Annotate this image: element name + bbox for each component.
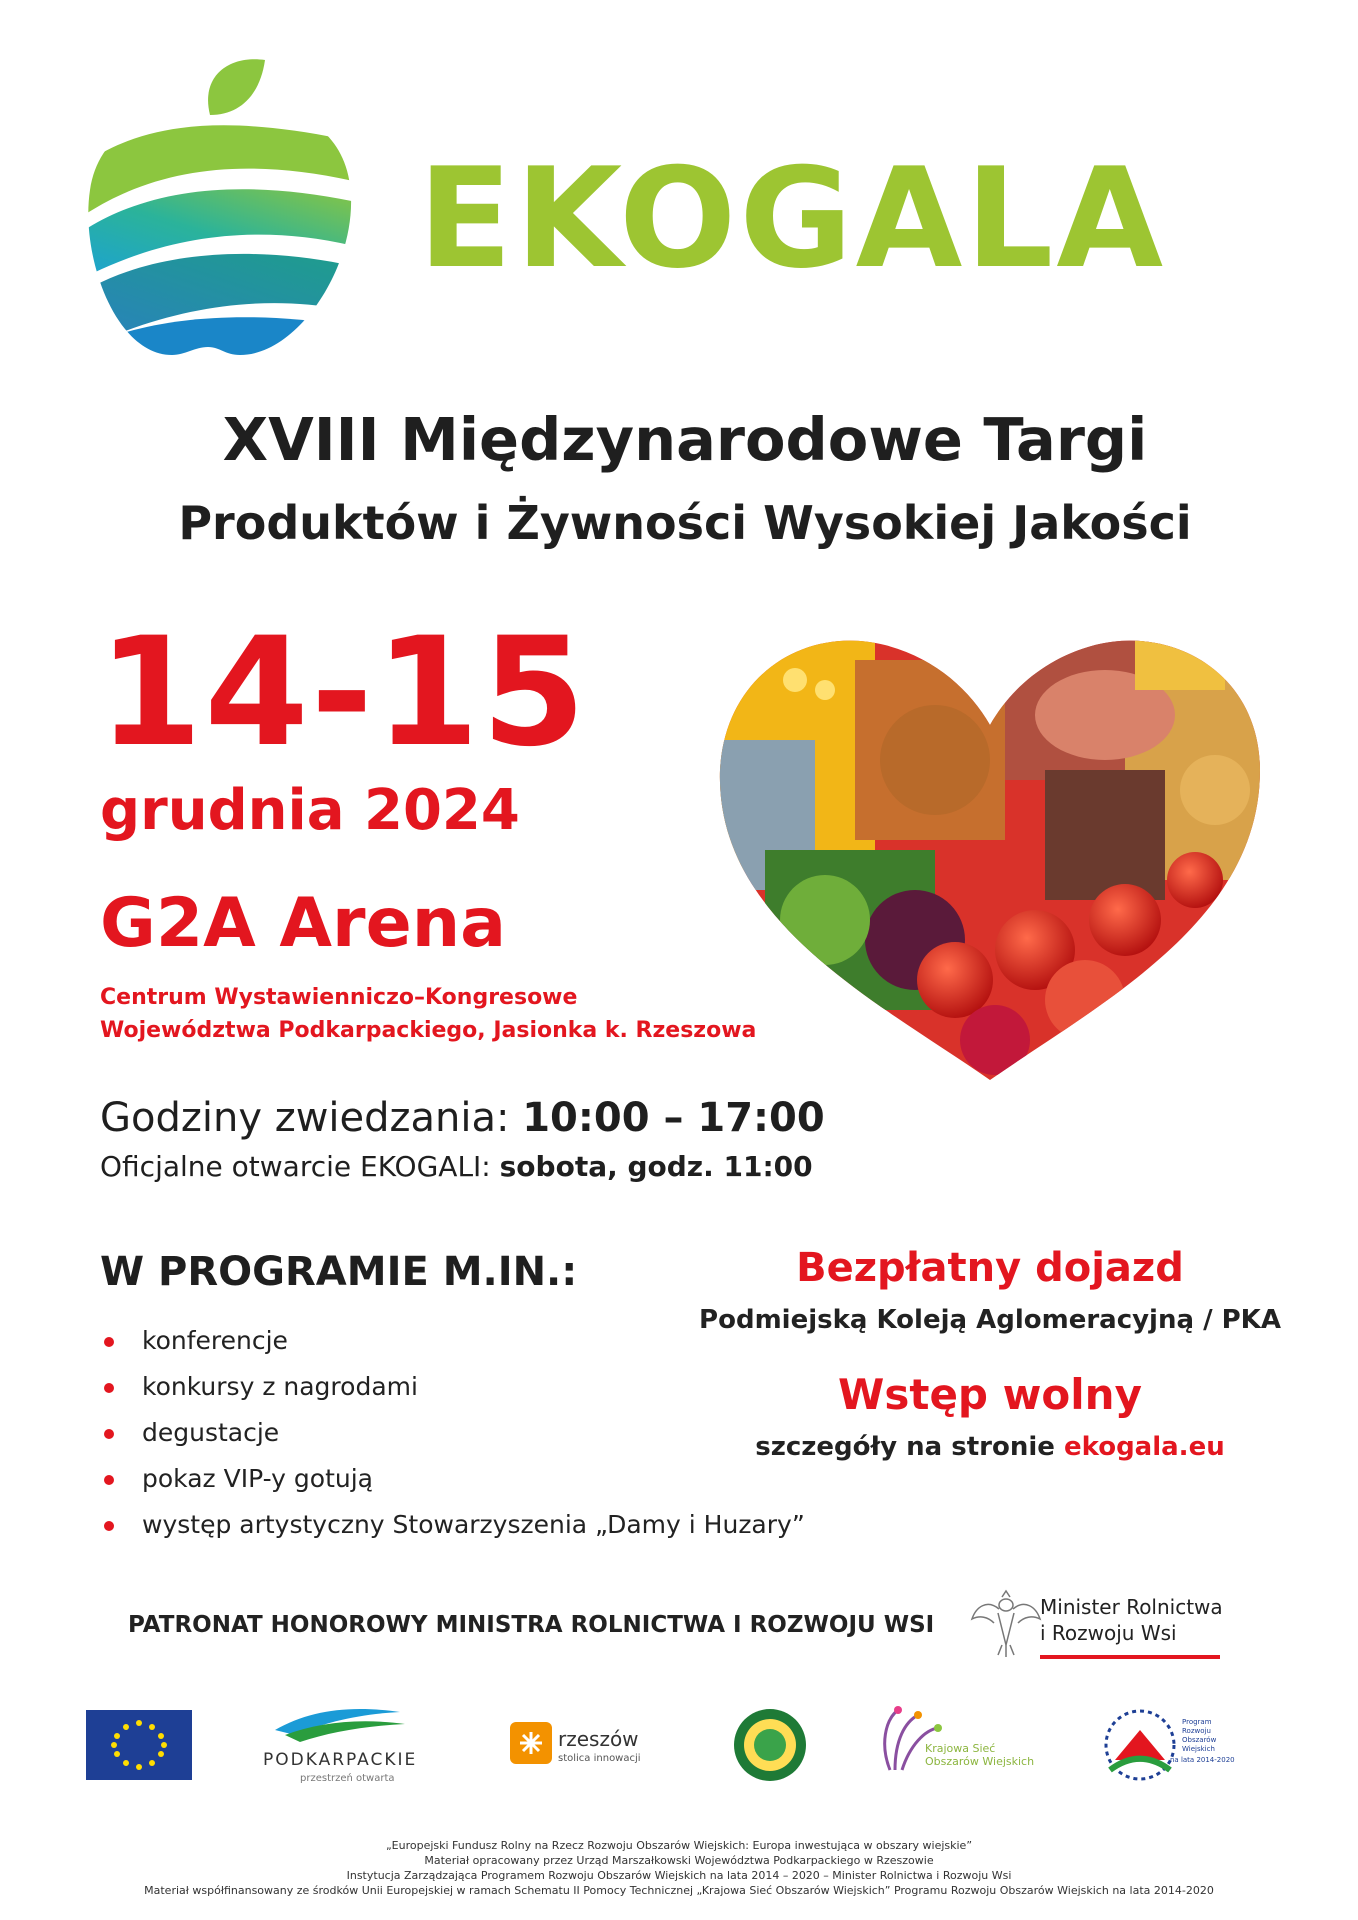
event-subtitle: Produktów i Żywności Wysokiej Jakości — [178, 496, 1192, 550]
bullet-icon — [104, 1429, 114, 1439]
list-item — [100, 1502, 805, 1548]
ksow-text2: Obszarów Wiejskich — [925, 1755, 1035, 1768]
rzeszow-logo — [510, 1722, 641, 1764]
list-item — [100, 1456, 805, 1502]
prow-text3: Obszarów — [1182, 1736, 1217, 1744]
footer-line-2: Materiał opracowany przez Urząd Marszałkowski Województwa Podkarpackiego w Rzeszowie — [424, 1854, 934, 1867]
list-item-label: pokaz VIP-y gotują — [142, 1464, 373, 1493]
event-title: XVIII Międzynarodowe Targi — [222, 405, 1148, 474]
bullet-icon — [104, 1337, 114, 1347]
honorary-patronage: PATRONAT HONOROWY MINISTRA ROLNICTWA I ROZWOJU WSI — [128, 1612, 935, 1638]
prow-text1: Program — [1182, 1718, 1212, 1726]
rzeszow-subtext: stolica innowacji — [558, 1753, 641, 1764]
prow-logo — [1106, 1711, 1235, 1779]
partner-logos — [80, 1700, 1300, 1810]
list-item-label: degustacje — [142, 1418, 280, 1447]
list-item-label: występ artystyczny Stowarzyszenia „Damy i Huzary” — [142, 1510, 805, 1539]
footer-line-3: Instytucja Zarządzająca Programem Rozwoju Obszarów Wiejskich na lata 2014 – 2020 – Minister Rolnictwa i Rozwoju Wsi — [346, 1869, 1012, 1882]
hours-value: 10:00 – 17:00 — [522, 1095, 825, 1141]
free-entry-heading: Wstęp wolny — [838, 1370, 1142, 1419]
venue-name: G2A Arena — [100, 884, 507, 963]
event-month-year: grudnia 2024 — [100, 778, 520, 843]
opening-label: Oficjalne otwarcie EKOGALI: — [100, 1150, 500, 1183]
prow-text2: Rozwoju — [1182, 1727, 1211, 1735]
eu-flag-icon — [86, 1710, 192, 1780]
podkarpackie-logo — [263, 1709, 417, 1784]
list-item-label: konferencje — [142, 1326, 288, 1355]
green-seal-logo — [734, 1709, 806, 1781]
bullet-icon — [104, 1475, 114, 1485]
podkarpackie-subtext: przestrzeń otwarta — [300, 1773, 395, 1784]
venue-address-line2: Województwa Podkarpackiego, Jasionka k. Rzeszowa — [100, 1018, 757, 1043]
bullet-icon — [104, 1383, 114, 1393]
podkarpackie-text: PODKARPACKIE — [263, 1750, 418, 1770]
free-ride-heading: Bezpłatny dojazd — [796, 1245, 1184, 1291]
prow-text5: na lata 2014-2020 — [1170, 1756, 1235, 1764]
brand-name: EKOGALA — [418, 138, 1167, 299]
rzeszow-text: rzeszów — [558, 1727, 639, 1751]
minister-red-bar — [1040, 1655, 1220, 1659]
minister-label-line1: Minister Rolnictwa — [1040, 1595, 1223, 1619]
footer-line-1: „Europejski Fundusz Rolny na Rzecz Rozwoju Obszarów Wiejskich: Europa inwestująca w obszary wiejskie” — [385, 1839, 973, 1852]
details-line — [680, 1432, 1300, 1462]
minister-label-line2: i Rozwoju Wsi — [1040, 1621, 1177, 1645]
ksow-logo — [885, 1706, 1034, 1770]
free-ride-detail: Podmiejską Koleją Aglomeracyjną / PKA — [699, 1305, 1281, 1335]
website-link[interactable]: ekogala.eu — [1063, 1432, 1225, 1462]
footer-line-4: Materiał współfinansowany ze środków Unii Europejskiej w ramach Schematu II Pomocy Technicznej „Krajowa Sieć Obszarów Wiejskich” Programu Rozwoju Obszarów Wiejskich na lata 2014-2020 — [144, 1884, 1214, 1897]
opening-hours — [100, 1095, 825, 1141]
bullet-icon — [104, 1521, 114, 1531]
hours-label: Godziny zwiedzania: — [100, 1095, 523, 1141]
list-item-label: konkursy z nagrodami — [142, 1372, 418, 1401]
food-heart-image — [705, 620, 1275, 1090]
official-opening — [100, 1150, 813, 1183]
details-label: szczegóły na stronie — [755, 1432, 1064, 1462]
apple-logo-icon — [80, 55, 360, 365]
event-dates: 14-15 — [98, 606, 588, 780]
prow-text4: Wiejskich — [1182, 1745, 1215, 1753]
opening-value: sobota, godz. 11:00 — [499, 1150, 813, 1183]
program-title: W PROGRAMIE M.IN.: — [100, 1249, 578, 1295]
ksow-text1: Krajowa Sieć — [925, 1742, 996, 1755]
venue-address-line1: Centrum Wystawienniczo–Kongresowe — [100, 985, 578, 1010]
